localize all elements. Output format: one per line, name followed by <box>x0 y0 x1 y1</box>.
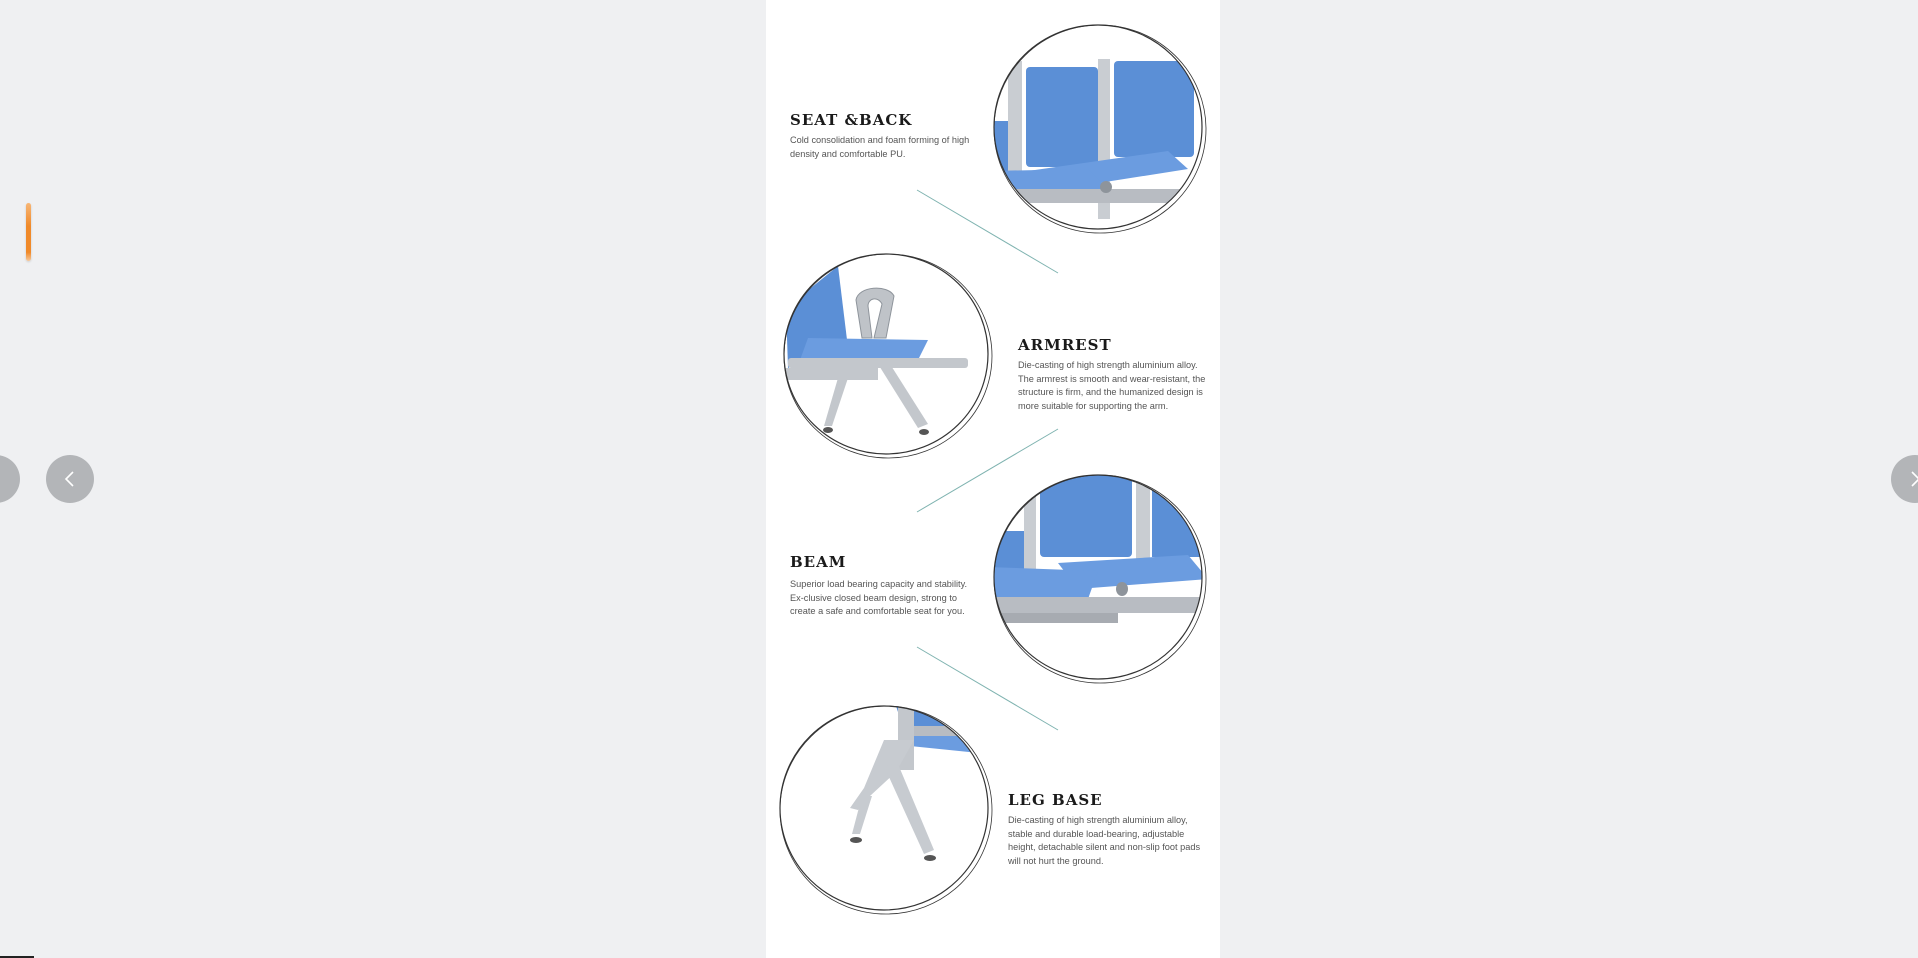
seat-back-detail-image <box>988 21 1212 237</box>
armrest-detail-image <box>778 248 994 462</box>
next-image-button[interactable] <box>1891 455 1918 503</box>
feature-title-leg-base: LEG BASE <box>1008 791 1103 809</box>
leg-base-detail-image <box>774 700 996 916</box>
previous-peek-button[interactable] <box>0 455 20 503</box>
feature-desc-leg-base: Die-casting of high strength aluminium alloy, stable and durable load-bearing, adjustable height, detachable silent and non-slip foot pads will not hurt the ground. <box>1008 815 1201 866</box>
feature-desc-beam: Superior load bearing capacity and stability. Ex-clusive closed beam design, strong to create a safe and comfortable seat for you. <box>790 579 968 616</box>
feature-desc-seat-back: Cold consolidation and foam forming of high density and comfortable PU. <box>790 135 970 159</box>
feature-title-beam: BEAM <box>790 553 847 571</box>
scroll-indicator[interactable] <box>26 203 31 261</box>
beam-detail-image <box>988 471 1212 685</box>
chevron-left-icon <box>60 469 80 489</box>
feature-desc-armrest: Die-casting of high strength aluminium alloy. The armrest is smooth and wear-resistant, the structure is firm, and the humanized design is more suitable for supporting the arm. <box>1018 360 1206 411</box>
previous-image-button[interactable] <box>46 455 94 503</box>
chevron-left-icon <box>0 469 6 489</box>
chevron-right-icon <box>1905 469 1918 489</box>
feature-title-seat-back: SEAT &BACK <box>790 111 913 129</box>
product-detail-image <box>766 0 1220 958</box>
feature-title-armrest: ARMREST <box>1018 336 1112 354</box>
